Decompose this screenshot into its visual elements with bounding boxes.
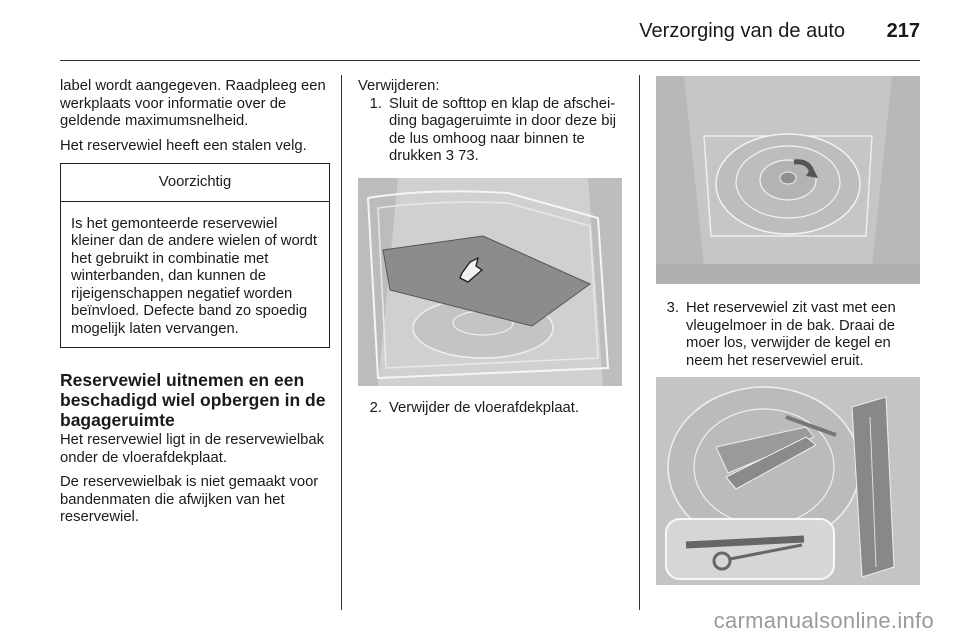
steps-list (358, 96, 623, 166)
jack-tools-illustration (656, 377, 920, 585)
step-text: Verwijder de vloerafdekplaat. (389, 400, 580, 416)
column-2-step-2 (358, 400, 623, 418)
column-divider (639, 75, 640, 610)
step-text: Sluit de softtop en klap de afscheiding bagageruimte in door deze bij de lus omhoog naar binnen te drukken (389, 95, 617, 164)
step-number: 1. (369, 95, 382, 112)
figure-spare-wheel-well (656, 76, 920, 284)
figure-jack-and-tools (656, 377, 920, 585)
list-item (366, 96, 623, 166)
warning-title: Voorzichtig (61, 164, 329, 202)
steps-list (358, 400, 623, 418)
list-item (366, 400, 623, 418)
header-rule (60, 60, 920, 61)
spare-wheel-illustration (656, 76, 920, 284)
trunk-floor-cover-illustration (358, 178, 622, 386)
step-text: Het reservewiel zit vast met een vleugelmoer in de bak. Draai de moer los, verwijder de kegel en neem het reservewiel eruit. (686, 300, 896, 369)
page-header-title: Verzorging van de auto (639, 20, 845, 42)
steps-list (655, 300, 920, 370)
paragraph: De reservewielbak is niet gemaakt voor bandenmaten die afwijken van het reservewiel. (60, 474, 319, 525)
section-heading: Reservewiel uitnemen en een beschadigd wiel opbergen in de bagageruimte (60, 370, 326, 430)
steps-intro: Verwijderen: (358, 78, 440, 94)
paragraph: Het reservewiel heeft een stalen velg. (60, 137, 307, 154)
column-2 (358, 78, 623, 166)
warning-box (60, 163, 330, 348)
watermark: carmanualsonline.info (713, 608, 934, 633)
column-1 (60, 78, 330, 534)
step-number: 2. (369, 400, 382, 416)
step-number: 3. (666, 300, 679, 316)
warning-text: Is het gemonteerde reservewiel kleiner dan de andere wielen of wordt het gebruikt in combinatie met winterbanden, dan kunnen de rijeigenschappen negatief worden beïnvloed. Defecte band zo spoedig mogelijk laten vervangen. (71, 215, 317, 337)
page-reference[interactable]: 3 73. (445, 148, 479, 164)
column-3 (655, 300, 920, 370)
column-divider (341, 75, 342, 610)
paragraph: Het reservewiel ligt in de reservewielbak onder de vloerafdekplaat. (60, 432, 324, 466)
paragraph: label wordt aangegeven. Raadpleeg een werkplaats voor informatie over de geldende maximumsnelheid. (60, 78, 326, 129)
figure-trunk-floor-cover (358, 178, 622, 386)
list-item (663, 300, 920, 370)
page-number: 217 (886, 20, 920, 42)
